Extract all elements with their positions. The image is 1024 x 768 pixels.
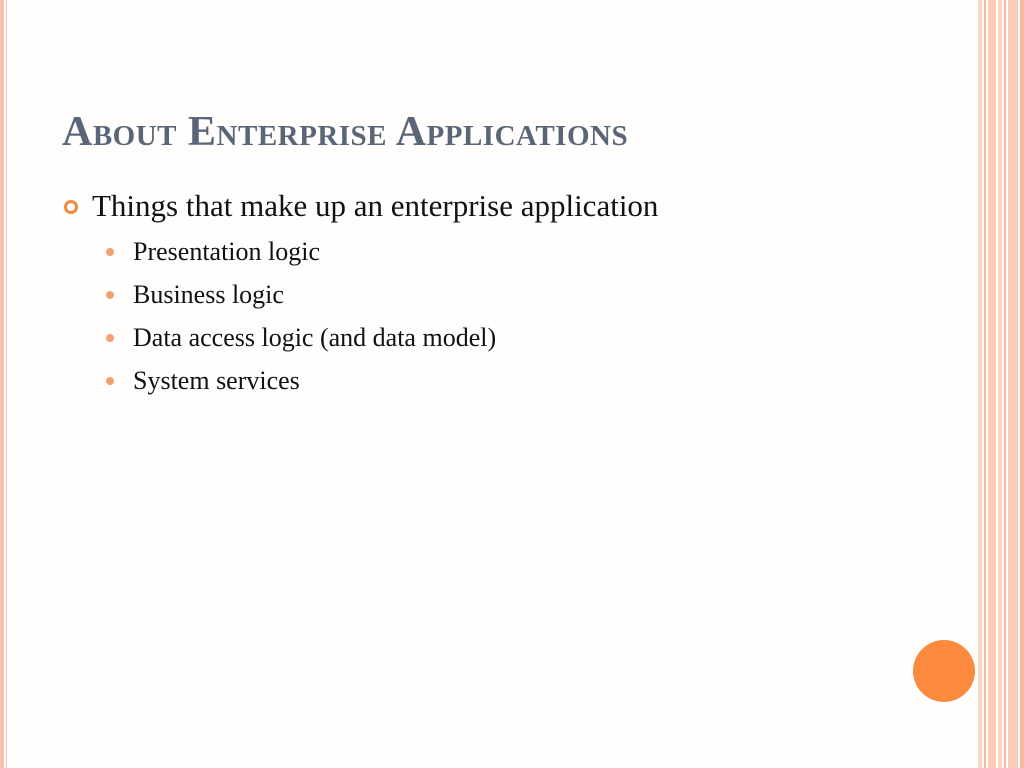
right-stripe	[984, 0, 986, 768]
slide-body	[64, 186, 964, 402]
main-bullet-text: Things that make up an enterprise application	[92, 188, 659, 223]
right-stripe	[1008, 0, 1018, 768]
ring-bullet-icon	[64, 200, 78, 214]
sub-bullet-item	[106, 273, 964, 316]
slide-title: About Enterprise Applications	[62, 109, 629, 155]
sub-bullet-text: Presentation logic	[133, 237, 321, 266]
right-stripe	[978, 0, 982, 768]
dot-bullet-icon	[106, 334, 114, 342]
sub-bullet-item	[106, 316, 964, 359]
sub-bullet-text: System services	[133, 366, 300, 395]
right-stripe	[1020, 0, 1024, 768]
right-stripe	[988, 0, 996, 768]
right-stripe	[1004, 0, 1006, 768]
sub-bullet-item	[106, 230, 964, 273]
main-bullet-item	[64, 186, 964, 226]
sub-bullet-text: Data access logic (and data model)	[133, 323, 497, 352]
orange-circle-decoration	[913, 640, 975, 702]
dot-bullet-icon	[106, 291, 114, 299]
left-border-stripe	[0, 0, 4, 768]
sub-bullet-text: Business logic	[133, 280, 284, 309]
dot-bullet-icon	[106, 248, 114, 256]
left-border-line	[6, 0, 7, 768]
sub-bullet-list	[64, 230, 964, 402]
sub-bullet-item	[106, 359, 964, 402]
right-stripe	[998, 0, 1002, 768]
dot-bullet-icon	[106, 377, 114, 385]
